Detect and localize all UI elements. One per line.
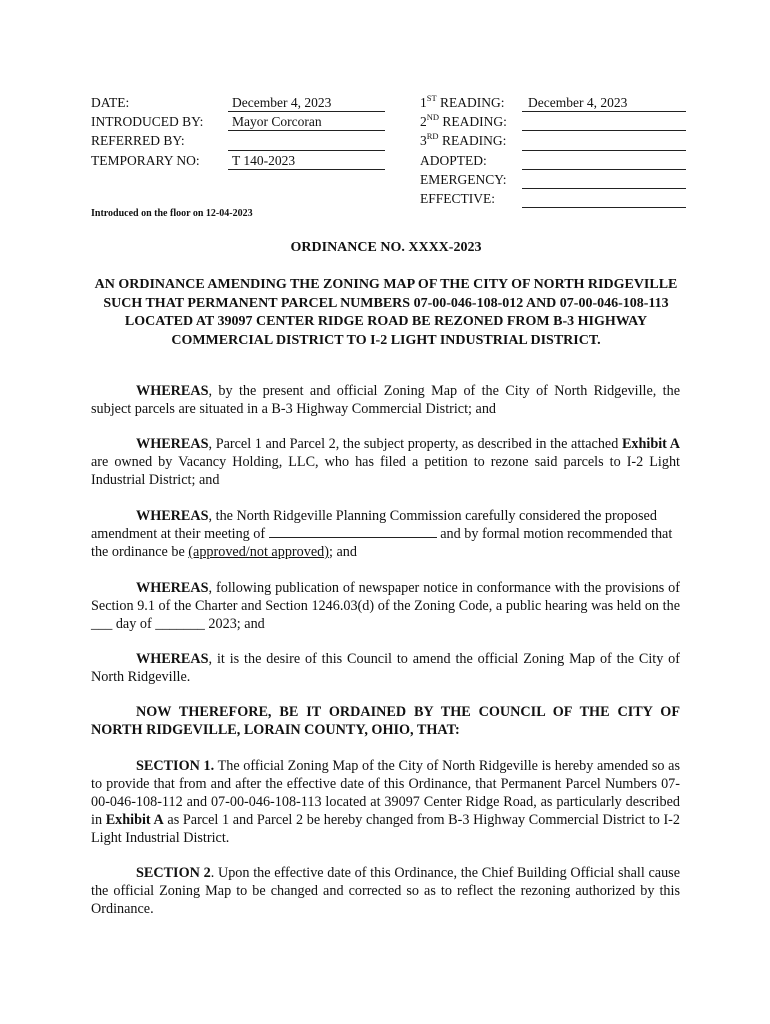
adopted-label: ADOPTED: [420,153,487,168]
effective-line [522,207,686,208]
section-text: as Parcel 1 and Parcel 2 be hereby changed from B-3 Highway Commercial District to I-2 Light Industrial District. [91,812,680,846]
whereas-text: , Parcel 1 and Parcel 2, the subject property, as described in the attached [208,436,622,452]
referred-by-line [228,150,385,151]
whereas-lead: WHEREAS [136,383,209,399]
whereas-paragraph-2 [91,435,680,489]
date-value: December 4, 2023 [232,95,332,110]
whereas-paragraph-1 [91,382,680,418]
ordinance-number: ORDINANCE NO. XXXX-2023 [290,240,482,255]
temporary-no-value: T 140-2023 [232,153,296,168]
introduced-by-line [228,130,385,131]
introduced-note: Introduced on the floor on 12-04-2023 [91,208,253,219]
whereas-paragraph-4 [91,579,680,633]
temporary-no-line [228,169,385,170]
whereas-lead: WHEREAS [136,651,209,667]
emergency-line [522,188,686,189]
whereas-text: and by formal motion recommended that the ordinance be [91,526,673,560]
adopted-line [522,169,686,170]
whereas-paragraph-5 [91,650,680,686]
third-reading-line [522,150,686,151]
second-reading-label: 2ND READING: [420,112,507,129]
temporary-no-label: TEMPORARY NO: [91,153,200,168]
date-label: DATE: [91,95,130,110]
whereas-text: , following publication of newspaper notice in conformance with the provisions of Section 9.1 of the Charter and Section 1246.03(d) of the Zoning Code, a public hearing was held on the ___ day of _______ 2023; and [91,580,680,632]
introduced-by-label: INTRODUCED BY: [91,114,204,129]
ordaining-clause-text: NOW THEREFORE, BE IT ORDAINED BY THE COUNCIL OF THE CITY OF NORTH RIDGEVILLE, LORAIN COUNTY, OHIO, THAT: [91,704,680,738]
introduced-by-value: Mayor Corcoran [232,114,322,129]
section-text: . Upon the effective date of this Ordinance, the Chief Building Official shall cause the official Zoning Map to be changed and corrected so as to reflect the rezoning authorized by this Ordinance. [91,865,680,917]
whereas-text: are owned by Vacancy Holding, LLC, who has filed a petition to rezone said parcels to I-2 Light Industrial District; and [91,454,680,488]
first-reading-line [522,111,686,112]
second-reading-line [522,130,686,131]
whereas-text: , the North Ridgeville Planning Commission carefully considered the proposed amendment at their meeting of [91,508,657,542]
meeting-date-blank [269,525,437,538]
whereas-lead: WHEREAS [136,580,209,596]
emergency-label: EMERGENCY: [420,172,507,187]
section-2 [91,864,680,918]
third-reading-label: 3RD READING: [420,131,507,148]
section-text: The official Zoning Map of the City of North Ridgeville is hereby amended so as to provide that from and after the effective date of this Ordinance, that Permanent Parcel Numbers 07-00-046-108-112 and 07-00-046-108-113 located at 39097 Center Ridge Road, as particularly described in [91,758,680,828]
section-lead: SECTION 1. [136,758,215,774]
date-line [228,111,385,112]
whereas-text: , it is the desire of this Council to amend the official Zoning Map of the City of North Ridgeville. [91,651,680,685]
approval-choice: (approved/not approved) [188,544,329,560]
effective-label: EFFECTIVE: [420,191,496,206]
whereas-text: ; and [328,544,357,560]
ordaining-clause [91,703,680,739]
section-lead: SECTION 2 [136,865,211,881]
referred-by-label: REFERRED BY: [91,133,185,148]
first-reading-label: 1ST READING: [420,93,505,110]
exhibit-reference: Exhibit A [621,436,680,452]
exhibit-reference: Exhibit A [105,812,164,828]
first-reading-value: December 4, 2023 [528,95,628,110]
ordinance-title: AN ORDINANCE AMENDING THE ZONING MAP OF THE CITY OF NORTH RIDGEVILLE SUCH THAT PERMANENT PARCEL NUMBERS 07-00-046-108-012 AND 07-00-046-108-113 LOCATED AT 39097 CENTER RIDGE ROAD BE REZONED FROM B-3 HIGHWAY COMMERCIAL DISTRICT TO I-2 LIGHT INDUSTRIAL DISTRICT. [94,277,678,348]
section-1 [91,757,680,847]
whereas-lead: WHEREAS [136,508,209,524]
whereas-text: , by the present and official Zoning Map of the City of North Ridgeville, the subject parcels are situated in a B-3 Highway Commercial District; and [91,383,680,417]
whereas-lead: WHEREAS [136,436,209,452]
whereas-paragraph-3 [91,507,680,561]
